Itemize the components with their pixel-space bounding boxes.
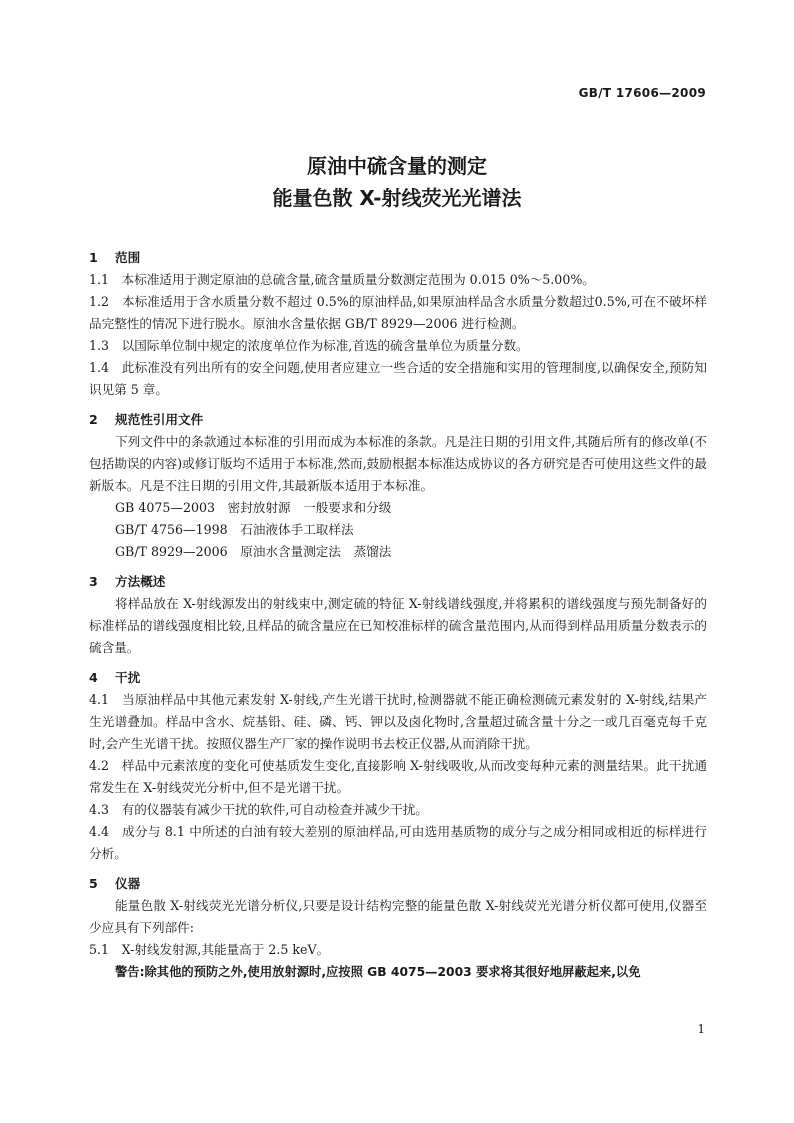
references-intro: 下列文件中的条款通过本标准的引用而成为本标准的条款。凡是注日期的引用文件,其随后所有的修改单(不包括勘误的内容)或修订版均不适用于本标准,然而,鼓励根据本标准达成协议的各方研究是否可使用这些文件的最新版本。凡是不注日期的引用文件,其最新版本适用于本标准。: [89, 434, 707, 493]
clause-5-1: 5.1 X-射线发射源,其能量高于 2.5 keV。: [89, 942, 330, 957]
title-line-1: 原油中硫含量的测定: [307, 154, 487, 178]
section-heading: 3 方法概述: [89, 574, 166, 589]
clause-1-2: 1.2 本标准适用于含水质量分数不超过 0.5%的原油样品,如果原油样品含水质量分数超过0.5%,可在不破坏样品完整性的情况下进行脱水。原油水含量依据 GB/T 8929—2006 进行检测。: [89, 294, 707, 331]
document-title: [0, 150, 794, 214]
clause-1-1: 1.1 本标准适用于测定原油的总硫含量,硫含量质量分数测定范围为 0.015 0%～5.00%。: [89, 272, 595, 287]
section-4: [89, 667, 707, 865]
reference-item: GB 4075—2003 密封放射源 一般要求和分级: [115, 500, 392, 515]
section-3: [89, 571, 707, 659]
section-1: [89, 247, 707, 401]
clause-1-3: 1.3 以国际单位制中规定的浓度单位作为标准,首选的硫含量单位为质量分数。: [89, 338, 529, 353]
document-body: [89, 247, 707, 983]
title-line-2: 能量色散 X-射线荧光光谱法: [272, 186, 522, 210]
warning-note: 警告:除其他的预防之外,使用放射源时,应按照 GB 4075—2003 要求将其很好地屏蔽起来,以免: [115, 965, 641, 979]
section-2: [89, 409, 707, 563]
clause-4-1: 4.1 当原油样品中其他元素发射 X-射线,产生光谱干扰时,检测器就不能正确检测硫元素发射的 X-射线,结果产生光谱叠加。样品中含水、烷基铅、硅、磷、钙、钾以及卤化物时,含量超过硫含量十分之一或几百毫克每千克时,会产生光谱干扰。按照仪器生产厂家的操作说明书去校正仪器,从而消除干扰。: [89, 692, 707, 751]
reference-item: GB/T 4756—1998 石油液体手工取样法: [115, 522, 354, 537]
clause-4-3: 4.3 有的仪器装有减少干扰的软件,可自动检查并减少干扰。: [89, 802, 428, 817]
page-number: 1: [697, 1022, 705, 1036]
section-heading: 4 干扰: [89, 670, 141, 685]
method-summary: 将样品放在 X-射线源发出的射线束中,测定硫的特征 X-射线谱线强度,并将累积的谱线强度与预先制备好的标准样品的谱线强度相比较,且样品的硫含量应在已知校准标样的硫含量范围内,从而得到样品用质量分数表示的硫含量。: [89, 596, 707, 655]
standard-code: GB/T 17606—2009: [578, 86, 706, 100]
clause-4-4: 4.4 成分与 8.1 中所述的白油有较大差别的原油样品,可由选用基质物的成分与之成分相同或相近的标样进行分析。: [89, 824, 707, 861]
clause-1-4: 1.4 此标准没有列出所有的安全问题,使用者应建立一些合适的安全措施和实用的管理制度,以确保安全,预防知识见第 5 章。: [89, 360, 707, 397]
section-heading: 2 规范性引用文件: [89, 412, 204, 427]
section-5: [89, 873, 707, 983]
reference-item: GB/T 8929—2006 原油水含量测定法 蒸馏法: [115, 544, 392, 559]
section-heading: 1 范围: [89, 250, 141, 265]
clause-4-2: 4.2 样品中元素浓度的变化可使基质发生变化,直接影响 X-射线吸收,从而改变每种元素的测量结果。此干扰通常发生在 X-射线荧光分析中,但不是光谱干扰。: [89, 758, 707, 795]
apparatus-intro: 能量色散 X-射线荧光光谱分析仪,只要是设计结构完整的能量色散 X-射线荧光光谱分析仪都可使用,仪器至少应具有下列部件:: [89, 898, 707, 935]
section-heading: 5 仪器: [89, 876, 141, 891]
